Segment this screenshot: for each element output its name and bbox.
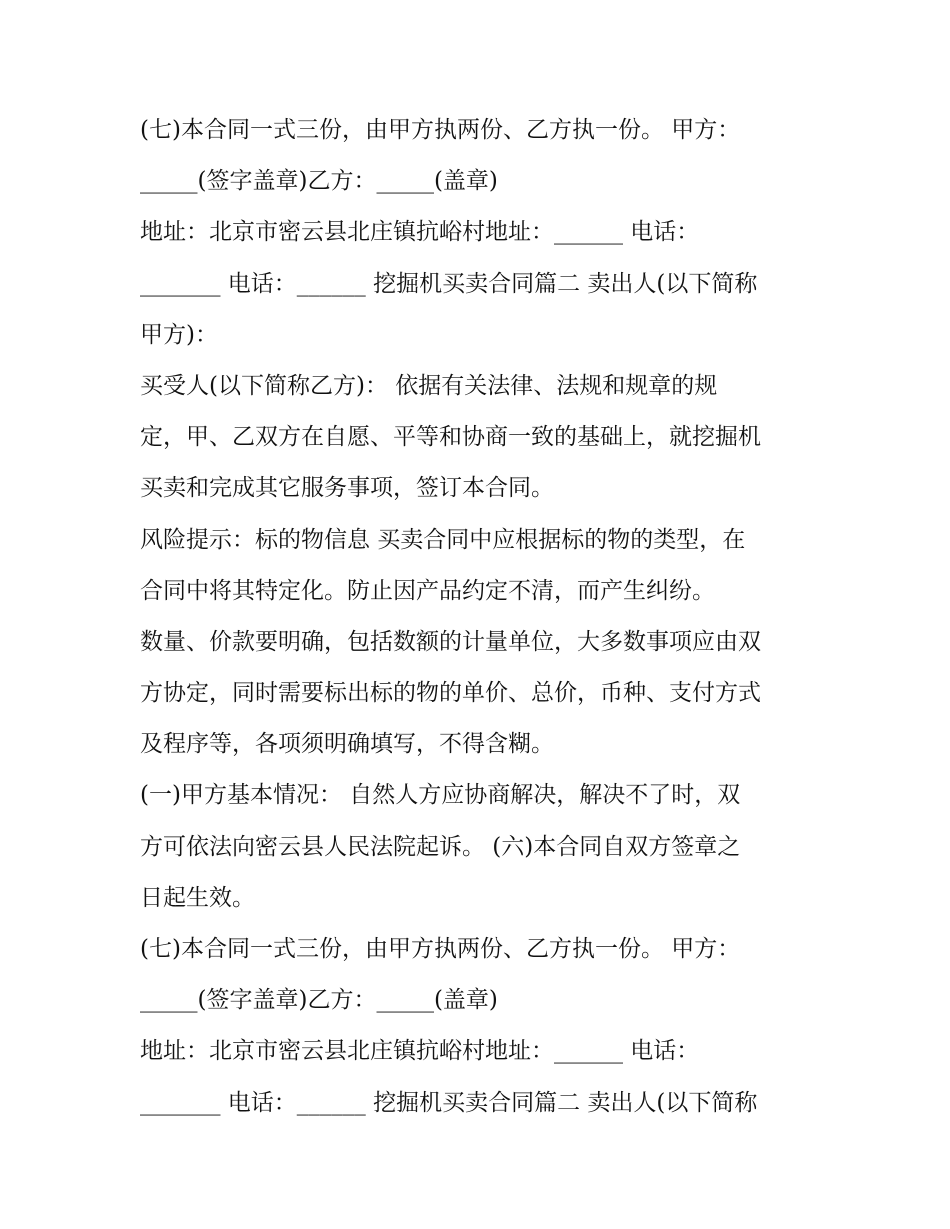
text-line: (一)甲方基本情况： 自然人方应协商解决，解决不了时，双 bbox=[140, 782, 741, 809]
text-line: 数量、价款要明确，包括数额的计量单位，大多数事项应由双 bbox=[140, 628, 761, 655]
text-line: 风险提示：标的物信息 买卖合同中应根据标的物的类型，在 bbox=[140, 526, 746, 553]
text-line: 地址：北京市密云县北庄镇抗峪村地址：______ 电话： bbox=[140, 1038, 700, 1065]
text-line: 买受人(以下简称乙方)： 依据有关法律、法规和规章的规 bbox=[140, 372, 718, 399]
text-line: (七)本合同一式三份，由甲方执两份、乙方执一份。 甲方： bbox=[140, 117, 741, 143]
text-line: 方协定，同时需要标出标的物的单价、总价，币种、支付方式 bbox=[140, 680, 761, 707]
contract-text-body bbox=[140, 105, 840, 1129]
text-line: 方可依法向密云县人民法院起诉。 (六)本合同自双方签章之 bbox=[140, 833, 741, 860]
text-line: 定，甲、乙双方在自愿、平等和协商一致的基础上，就挖掘机 bbox=[140, 424, 761, 451]
text-line: _____(签字盖章)乙方：_____(盖章) bbox=[140, 987, 498, 1014]
text-line: 地址：北京市密云县北庄镇抗峪村地址：______ 电话： bbox=[140, 219, 700, 246]
text-line: (七)本合同一式三份，由甲方执两份、乙方执一份。 甲方： bbox=[140, 936, 741, 962]
text-line: _____(签字盖章)乙方：_____(盖章) bbox=[140, 168, 498, 195]
text-line: 买卖和完成其它服务事项，签订本合同。 bbox=[140, 475, 554, 502]
text-line: 甲方)： bbox=[140, 321, 218, 348]
text-line: _______ 电话：______ 挖掘机买卖合同篇二 卖出人(以下简称 bbox=[140, 1089, 758, 1116]
text-line: 合同中将其特定化。防止因产品约定不清，而产生纠纷。 bbox=[140, 577, 715, 604]
text-line: 日起生效。 bbox=[140, 884, 255, 911]
text-line: 及程序等，各项须明确填写，不得含糊。 bbox=[140, 731, 554, 758]
text-line: _______ 电话：______ 挖掘机买卖合同篇二 卖出人(以下简称 bbox=[140, 270, 758, 297]
